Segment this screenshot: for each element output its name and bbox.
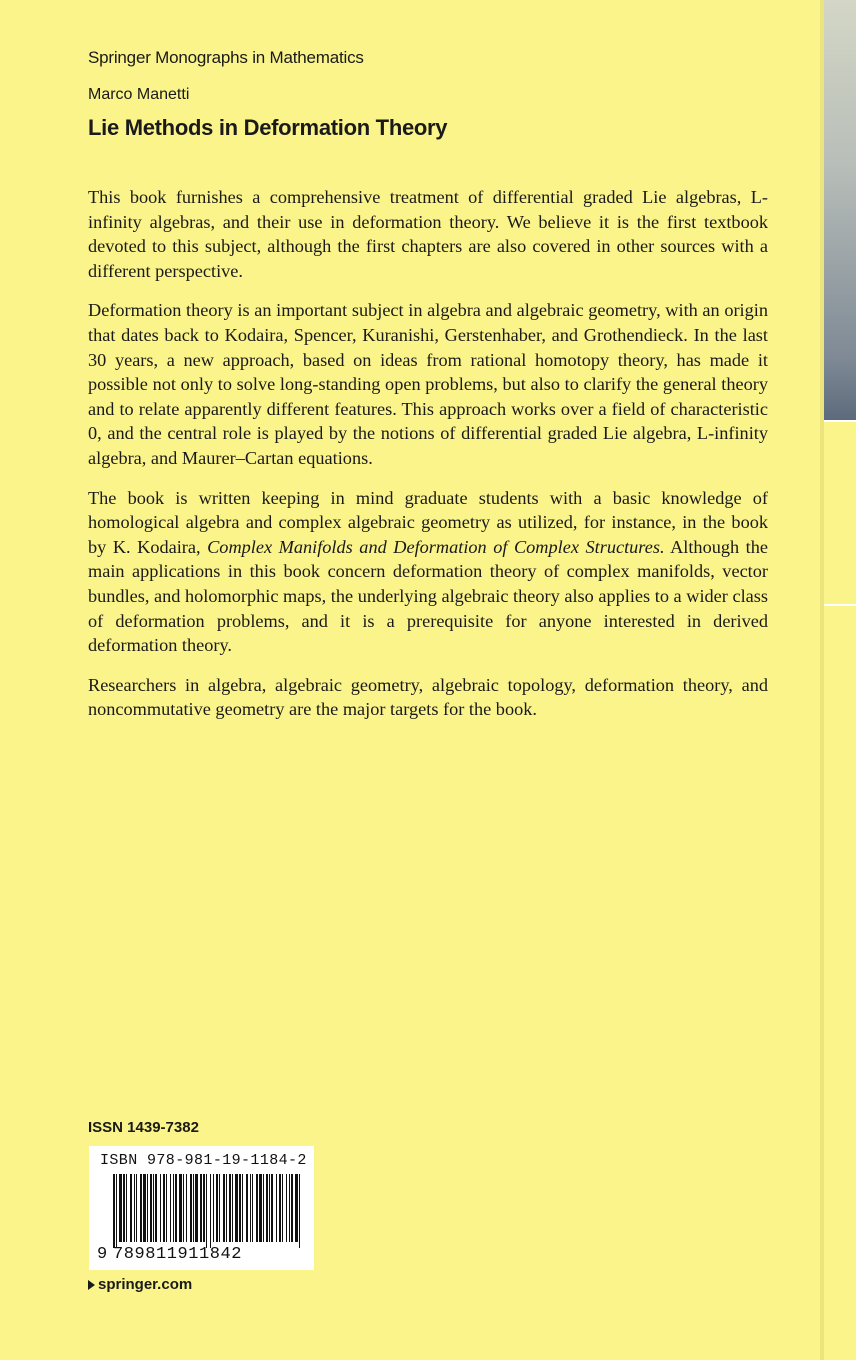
barcode-bar <box>246 1174 248 1242</box>
back-cover-blurb <box>88 185 768 737</box>
barcode-bar <box>113 1174 115 1248</box>
barcode-bar <box>219 1174 220 1242</box>
barcode-bar <box>143 1174 146 1242</box>
barcode-bar <box>166 1174 167 1242</box>
barcode-bar <box>153 1174 154 1242</box>
barcode-bar <box>203 1174 205 1242</box>
author-name: Marco Manetti <box>88 86 190 103</box>
barcode-bar <box>223 1174 225 1242</box>
blurb-paragraph: Researchers in algebra, algebraic geometry, algebraic topology, deformation theory, and noncommutative geometry are the major targets for the book. <box>88 674 768 720</box>
arrow-right-icon <box>88 1280 95 1290</box>
barcode-bar <box>269 1174 270 1242</box>
barcode-bar <box>206 1174 207 1248</box>
barcode <box>89 1146 314 1270</box>
barcode-bar <box>193 1174 194 1242</box>
barcode-bar <box>150 1174 152 1242</box>
barcode-bar <box>186 1174 187 1242</box>
isbn-label: ISBN 978-981-19-1184-2 <box>100 1152 307 1169</box>
barcode-bar <box>183 1174 184 1242</box>
barcode-bar <box>276 1174 277 1242</box>
barcode-bar <box>140 1174 142 1242</box>
barcode-bar <box>200 1174 202 1242</box>
barcode-bar <box>295 1174 298 1242</box>
barcode-bar <box>263 1174 264 1242</box>
barcode-bar <box>179 1174 182 1242</box>
barcode-bar <box>250 1174 251 1242</box>
issn: ISSN 1439-7382 <box>88 1119 199 1136</box>
barcode-bar <box>163 1174 165 1242</box>
barcode-bar <box>210 1174 211 1248</box>
ean-first-digit: 9 <box>97 1245 108 1264</box>
barcode-bar <box>119 1174 122 1242</box>
side-band-divider <box>824 604 856 606</box>
barcode-bar <box>289 1174 290 1242</box>
barcode-bar <box>173 1174 174 1242</box>
barcode-bar <box>282 1174 283 1242</box>
barcode-bar <box>286 1174 287 1242</box>
side-band-gradient <box>824 0 856 420</box>
barcode-bar <box>123 1174 125 1242</box>
barcode-bar <box>116 1174 117 1248</box>
barcode-bar <box>271 1174 273 1242</box>
website-label: springer.com <box>98 1276 193 1293</box>
barcode-bar <box>126 1174 127 1242</box>
barcode-bar <box>136 1174 137 1242</box>
ean-digits: 789811911842 <box>113 1245 243 1264</box>
barcode-bar <box>266 1174 268 1242</box>
barcode-bar <box>130 1174 132 1242</box>
blurb-paragraph: This book furnishes a comprehensive treatment of differential graded Lie algebras, L-infinity algebras, and their use in deformation theory. We believe it is the first textbook devoted to this subject, although the first chapters are also covered in other sources with a different perspective. <box>88 187 768 281</box>
barcode-bar <box>190 1174 192 1242</box>
book-title: Lie Methods in Deformation Theory <box>88 115 448 140</box>
barcode-bar <box>155 1174 157 1242</box>
barcode-bar <box>147 1174 148 1242</box>
barcode-bar <box>213 1174 214 1242</box>
barcode-bar <box>229 1174 231 1242</box>
barcode-bar <box>291 1174 293 1242</box>
cited-book-title: Complex Manifolds and Deformation of Complex Structures. <box>207 536 665 557</box>
barcode-bar <box>259 1174 262 1242</box>
barcode-bar <box>242 1174 243 1242</box>
publisher-website[interactable] <box>88 1276 192 1293</box>
barcode-bar <box>256 1174 258 1242</box>
barcode-bar <box>134 1174 135 1242</box>
barcode-bar <box>235 1174 238 1242</box>
blurb-paragraph: Deformation theory is an important subject in algebra and algebraic geometry, with an origin that dates back to Kodaira, Spencer, Kuranishi, Gerstenhaber, and Grothendieck. In the last 30 years, a new approach, based on ideas from rational homotopy theory, has made it possible not only to solve long-standing open problems, but also to clarify the general theory and to relate apparently different features. This approach works over a field of characteristic 0, and the central role is played by the notions of differential graded Lie algebra, L-infinity algebra, and Maurer–Cartan equations. <box>88 300 768 468</box>
barcode-bar <box>252 1174 253 1242</box>
barcode-bar <box>195 1174 198 1242</box>
barcode-bar <box>216 1174 218 1242</box>
blurb-text: The book is written keeping in mind graduate students with a basic knowledge of homological algebra and complex algebraic geometry as utilized, for instance, in the book by K. Kodaira, <box>88 487 768 557</box>
side-band-divider <box>824 420 856 422</box>
barcode-bar <box>160 1174 161 1242</box>
blurb-text: Although the main applications in this book concern deformation theory of complex manifolds, vector bundles, and holomorphic maps, the underlying algebraic theory also applies to a wider class of deformation problems, and it is a prerequisite for anyone interested in derived deformation theory. <box>88 536 769 656</box>
barcode-bar <box>170 1174 171 1242</box>
series-title: Springer Monographs in Mathematics <box>88 48 364 67</box>
blurb-paragraph <box>88 486 768 658</box>
barcode-bar <box>239 1174 241 1242</box>
barcode-bar <box>175 1174 177 1242</box>
barcode-bar <box>279 1174 281 1242</box>
barcode-bar <box>232 1174 233 1242</box>
barcode-bar <box>226 1174 227 1242</box>
barcode-bar <box>299 1174 300 1248</box>
